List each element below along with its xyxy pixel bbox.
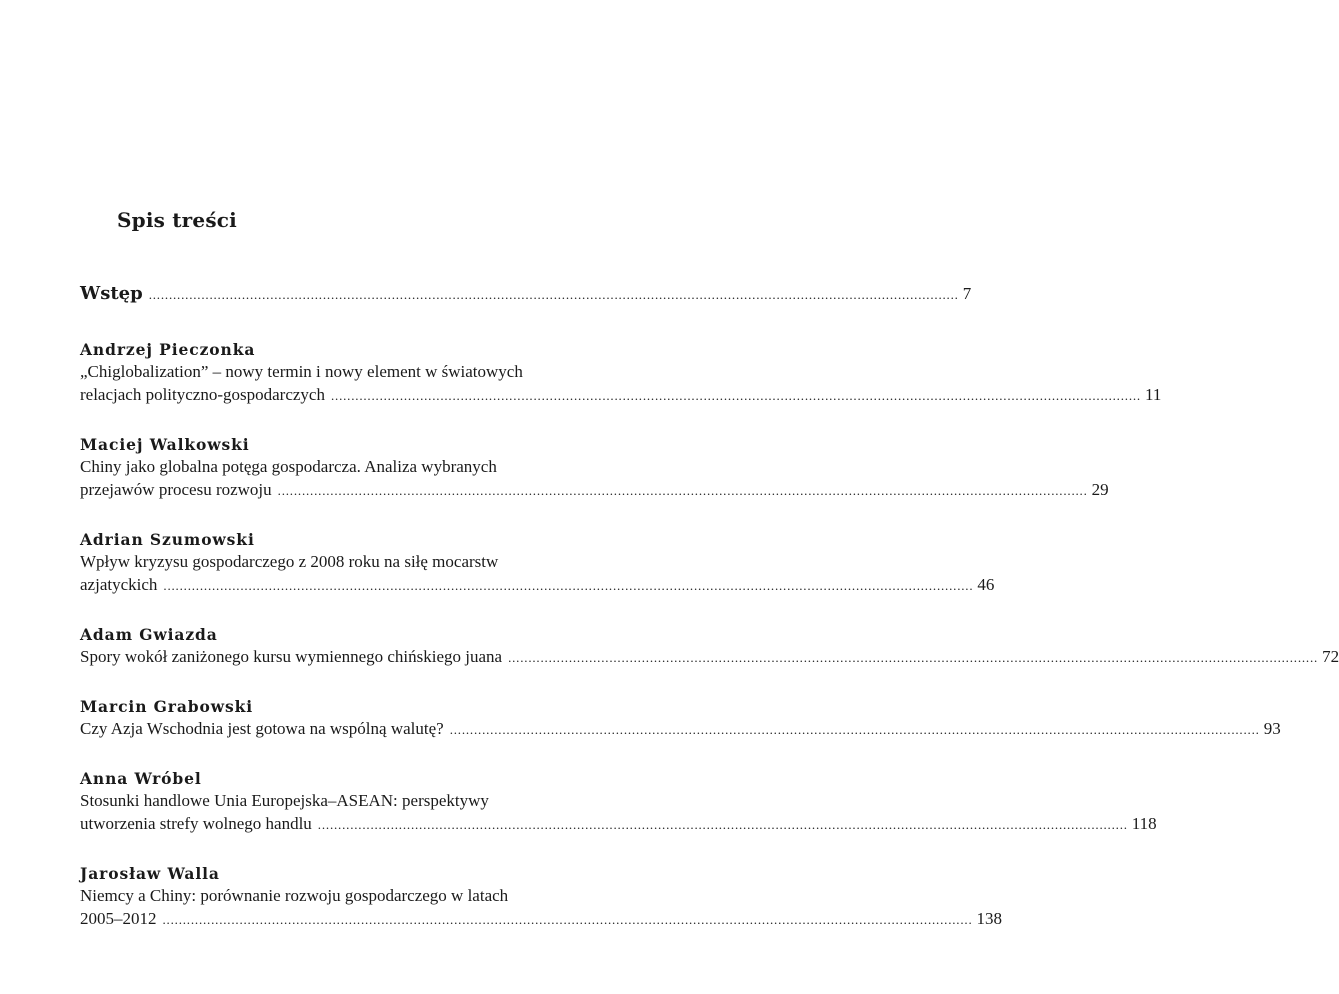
dot-leader: ........................................................................................................................................................................................................: [162, 912, 973, 927]
entry-title-line: relacjach polityczno-gospodarczych: [80, 385, 325, 404]
entry-title-line: azjatyckich: [80, 575, 158, 594]
dot-leader: ........................................................................................................................................................................................................: [317, 817, 1128, 832]
toc-entry[interactable]: [80, 696, 1281, 740]
page-number: 46: [977, 575, 995, 594]
toc-entry[interactable]: [80, 339, 1162, 406]
entry-title-line: przejawów procesu rozwoju: [80, 480, 272, 499]
intro-title: Wstęp: [80, 283, 143, 304]
dot-leader: ........................................................................................................................................................................................................: [449, 722, 1260, 737]
entry-title-line: Czy Azja Wschodnia jest gotowa na wspólną walutę?: [80, 719, 444, 738]
dot-leader: ........................................................................................................................................................................................................: [277, 483, 1088, 498]
page-number: 72: [1322, 647, 1339, 666]
entry-title-line: Niemcy a Chiny: porównanie rozwoju gospodarczego w latach: [80, 886, 509, 905]
toc-entry[interactable]: [80, 529, 995, 596]
entry-title-line: Chiny jako globalna potęga gospodarcza. Analiza wybranych: [80, 457, 497, 476]
entry-author: Maciej Walkowski: [80, 435, 250, 454]
page-number: 11: [1144, 385, 1162, 404]
dot-leader: ........................................................................................................................................................................................................: [508, 650, 1319, 665]
page-number: 29: [1091, 480, 1109, 499]
entry-author: Jarosław Walla: [80, 864, 220, 883]
dot-leader: ........................................................................................................................................................................................................: [148, 287, 959, 302]
entry-title-line: 2005–2012: [80, 909, 157, 928]
page-title: Spis treści: [117, 208, 237, 232]
entry-title-line: utworzenia strefy wolnego handlu: [80, 814, 312, 833]
page-number: 118: [1131, 814, 1157, 833]
dot-leader: ........................................................................................................................................................................................................: [330, 388, 1141, 403]
table-of-contents: [80, 282, 1339, 958]
toc-entry[interactable]: [80, 434, 1109, 501]
toc-entry[interactable]: [80, 624, 1339, 668]
toc-entry-intro[interactable]: [80, 282, 972, 305]
entry-title-line: „Chiglobalization” – nowy termin i nowy element w światowych: [80, 362, 523, 381]
entry-author: Andrzej Pieczonka: [80, 340, 256, 359]
entry-author: Marcin Grabowski: [80, 697, 254, 716]
entry-title-line: Stosunki handlowe Unia Europejska–ASEAN: perspektywy: [80, 791, 489, 810]
entry-author: Anna Wróbel: [80, 769, 202, 788]
entry-author: Adam Gwiazda: [80, 625, 218, 644]
page-number: 7: [962, 284, 972, 303]
toc-entries: [80, 339, 1339, 930]
toc-entry[interactable]: [80, 768, 1157, 835]
entry-author: Adrian Szumowski: [80, 530, 255, 549]
page-number: 138: [976, 909, 1002, 928]
toc-entry[interactable]: [80, 863, 1002, 930]
page-number: 93: [1263, 719, 1281, 738]
entry-title-line: Wpływ kryzysu gospodarczego z 2008 roku na siłę mocarstw: [80, 552, 499, 571]
dot-leader: ........................................................................................................................................................................................................: [163, 578, 974, 593]
entry-title-line: Spory wokół zaniżonego kursu wymiennego chińskiego juana: [80, 647, 503, 666]
